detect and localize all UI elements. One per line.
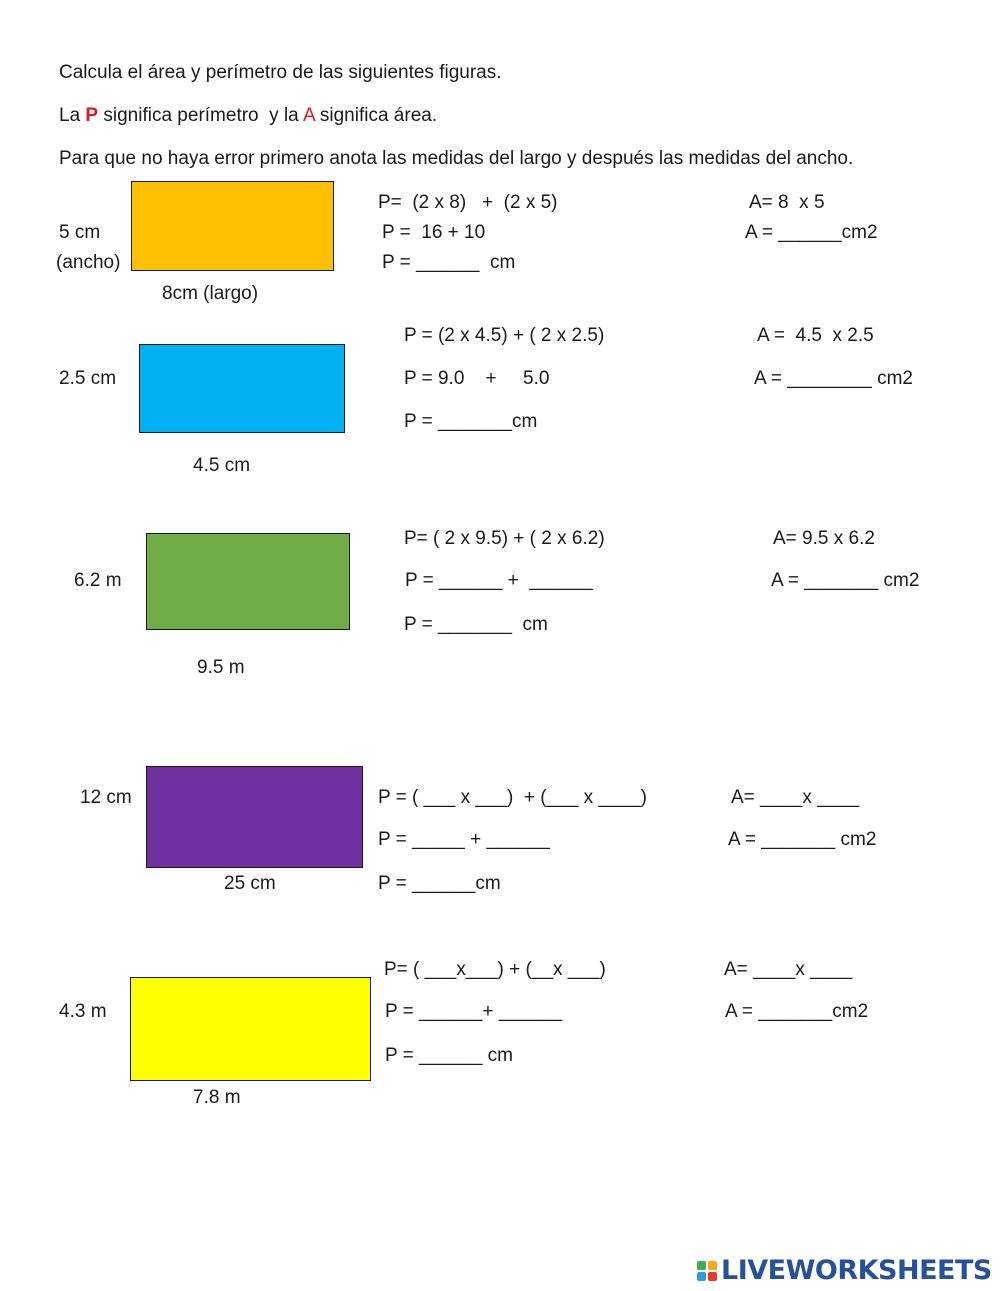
- figure-5-rectangle: [130, 977, 371, 1081]
- figure-1-rectangle: [131, 181, 334, 271]
- liveworksheets-logo: [697, 1256, 992, 1286]
- figure-1-area-answer[interactable]: A = ______cm2: [745, 222, 878, 243]
- logo-square-3: [697, 1272, 706, 1281]
- legend-prefix: La: [59, 105, 86, 126]
- figure-2-area-answer[interactable]: A = ________ cm2: [754, 368, 913, 389]
- figure-5-area-answer[interactable]: A = _______cm2: [725, 1001, 869, 1022]
- figure-3-perimeter-answer[interactable]: P = _______ cm: [404, 614, 548, 635]
- figure-5-perimeter-line-2[interactable]: P = ______+ ______: [385, 1001, 563, 1022]
- figure-2-width-label: 4.5 cm: [193, 455, 251, 476]
- figure-4-height-label: 12 cm: [80, 787, 132, 808]
- figure-4-perimeter-line-2[interactable]: P = _____ + ______: [378, 829, 550, 850]
- figure-2-perimeter-line-2: P = 9.0 + 5.0: [404, 368, 550, 389]
- instruction-title: Calcula el área y perímetro de las siguientes figuras.: [59, 62, 502, 83]
- legend-middle: significa perímetro y la: [98, 105, 303, 126]
- figure-2-perimeter-answer[interactable]: P = _______cm: [404, 411, 538, 432]
- figure-1-area-line-1: A= 8 x 5: [749, 192, 825, 213]
- figure-2-area-line-1: A = 4.5 x 2.5: [757, 325, 874, 346]
- figure-1-height-sublabel: (ancho): [56, 252, 121, 273]
- figure-4-perimeter-line-1[interactable]: P = ( ___ x ___) + (___ x ____): [378, 787, 647, 808]
- instruction-note: Para que no haya error primero anota las medidas del largo y después las medidas del ancho.: [59, 148, 854, 169]
- figure-3-area-answer[interactable]: A = _______ cm2: [771, 570, 920, 591]
- logo-square-2: [708, 1261, 717, 1270]
- figure-1-perimeter-line-2: P = 16 + 10: [382, 222, 486, 243]
- legend-suffix: significa área.: [314, 105, 438, 126]
- figure-1-width-label: 8cm (largo): [162, 283, 259, 304]
- figure-3-height-label: 6.2 m: [74, 570, 122, 591]
- figure-5-width-label: 7.8 m: [193, 1087, 241, 1108]
- logo-square-1: [697, 1261, 706, 1270]
- figure-1-perimeter-answer[interactable]: P = ______ cm: [382, 252, 516, 273]
- liveworksheets-logo-text: LIVEWORKSHEETS: [721, 1255, 992, 1286]
- figure-3-area-line-1: A= 9.5 x 6.2: [773, 528, 875, 549]
- instruction-legend: [59, 105, 437, 127]
- figure-2-height-label: 2.5 cm: [59, 368, 117, 389]
- figure-5-area-line-1[interactable]: A= ____x ____: [724, 959, 853, 980]
- liveworksheets-logo-icon: [697, 1261, 717, 1281]
- figure-4-rectangle: [146, 766, 363, 868]
- figure-2-perimeter-line-1: P = (2 x 4.5) + ( 2 x 2.5): [404, 325, 605, 346]
- figure-3-rectangle: [146, 533, 350, 630]
- figure-3-perimeter-line-2[interactable]: P = ______ + ______: [405, 570, 593, 591]
- figure-4-width-label: 25 cm: [224, 873, 276, 894]
- figure-3-width-label: 9.5 m: [197, 657, 245, 678]
- figure-4-perimeter-answer[interactable]: P = ______cm: [378, 873, 501, 894]
- figure-1-height-label: 5 cm: [59, 222, 101, 243]
- figure-5-height-label: 4.3 m: [59, 1001, 107, 1022]
- figure-5-perimeter-answer[interactable]: P = ______ cm: [385, 1045, 513, 1066]
- legend-a-letter: A: [302, 105, 315, 126]
- figure-4-area-answer[interactable]: A = _______ cm2: [728, 829, 877, 850]
- figure-1-perimeter-line-1: P= (2 x 8) + (2 x 5): [378, 192, 558, 213]
- legend-p-letter: P: [85, 105, 99, 126]
- figure-4-area-line-1[interactable]: A= ____x ____: [731, 787, 860, 808]
- figure-2-rectangle: [139, 344, 345, 433]
- figure-5-perimeter-line-1[interactable]: P= ( ___x___) + (__x ___): [384, 959, 606, 980]
- logo-square-4: [708, 1272, 717, 1281]
- figure-3-perimeter-line-1: P= ( 2 x 9.5) + ( 2 x 6.2): [404, 528, 605, 549]
